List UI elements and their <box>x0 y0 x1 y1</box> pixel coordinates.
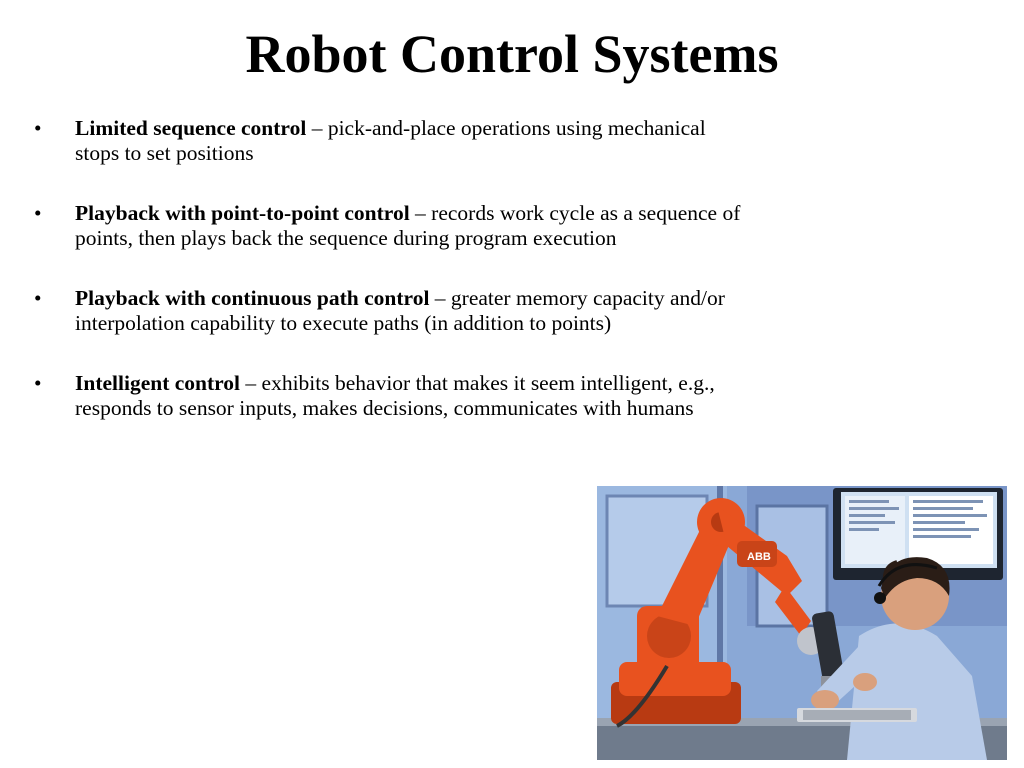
bullet-description: – exhibits behavior that makes it seem intelligent, e.g., responds to sensor inputs, makes decisions, communicates with humans <box>75 371 715 420</box>
bullet-term: Intelligent control <box>75 371 241 395</box>
bullet-description: – pick-and-place operations using mechanical stops to set positions <box>75 116 706 165</box>
bullet-description: – records work cycle as a sequence of points, then plays back the sequence during program execution <box>75 201 741 250</box>
bullet-term: Playback with point-to-point control <box>75 201 410 225</box>
bullet-term: Playback with continuous path control <box>75 286 430 310</box>
bullet-item-point-to-point <box>34 201 754 250</box>
bullet-marker: • <box>34 286 42 310</box>
bullet-marker: • <box>34 371 42 395</box>
bullet-item-limited-sequence <box>34 116 754 165</box>
bullet-list <box>34 116 754 456</box>
bullet-term: Limited sequence control <box>75 116 307 140</box>
bullet-item-continuous-path <box>34 286 754 335</box>
robot-logo: ABB <box>747 551 771 563</box>
bullet-marker: • <box>34 116 42 140</box>
bullet-marker: • <box>34 201 42 225</box>
slide-title: Robot Control Systems <box>245 24 779 84</box>
photo-illustration <box>597 486 1007 760</box>
bullet-item-intelligent-control <box>34 371 754 420</box>
bullet-description: – greater memory capacity and/or interpolation capability to execute paths (in addition to points) <box>75 286 725 335</box>
robot-operator-photo <box>597 486 1007 760</box>
